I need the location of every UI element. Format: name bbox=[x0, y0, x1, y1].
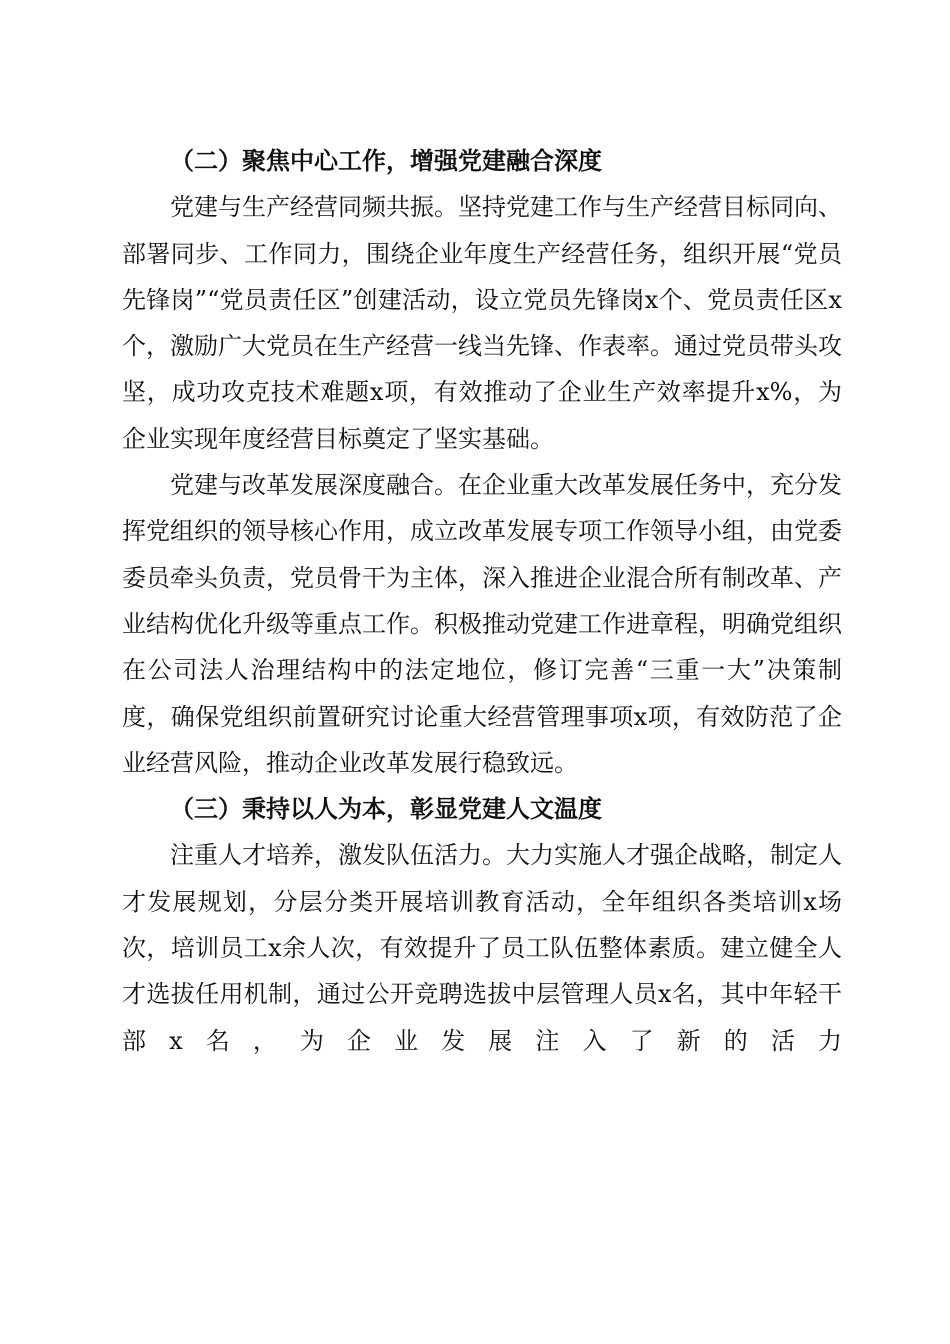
paragraph-reform-integration: 党建与改革发展深度融合。在企业重大改革发展任务中，充分发挥党组织的领导核心作用，成立改革发展专项工作领导小组，由党委委员牵头负责，党员骨干为主体，深入推进企业混合所有制改革、产业结构优化升级等重点工作。积极推动党建工作进章程，明确党组织在公司法人治理结构中的法定地位，修订完善“三重一大”决策制度，确保党组织前置研究讨论重大经营管理事项x项，有效防范了企业经营风险，推动企业改革发展行稳致远。 bbox=[122, 471, 842, 777]
section-heading-3: （三）秉持以人为本，彰显党建人文温度 bbox=[170, 794, 602, 824]
paragraph-talent-cultivation: 注重人才培养，激发队伍活力。大力实施人才强企战略，制定人才发展规划，分层分类开展培训教育活动，全年组织各类培训x场次，培训员工x余人次，有效提升了员工队伍整体素质。建立健全人才选拔任用机制，通过公开竞聘选拔中层管理人员x名，其中年轻干部x名，为企业发展注入了新的活力 bbox=[122, 841, 842, 1055]
section-heading-2: （二）聚焦中心工作，增强党建融合深度 bbox=[170, 146, 602, 175]
document-body bbox=[122, 138, 842, 1064]
paragraph-production-integration: 党建与生产经营同频共振。坚持党建工作与生产经营目标同向、部署同步、工作同力，围绕企业年度生产经营任务，组织开展“党员先锋岗”“党员责任区”创建活动，设立党员先锋岗x个、党员责任区x个，激励广大党员在生产经营一线当先锋、作表率。通过党员带头攻坚，成功攻克技术难题x项，有效推动了企业生产效率提升x%，为企业实现年度经营目标奠定了坚实基础。 bbox=[122, 193, 842, 453]
